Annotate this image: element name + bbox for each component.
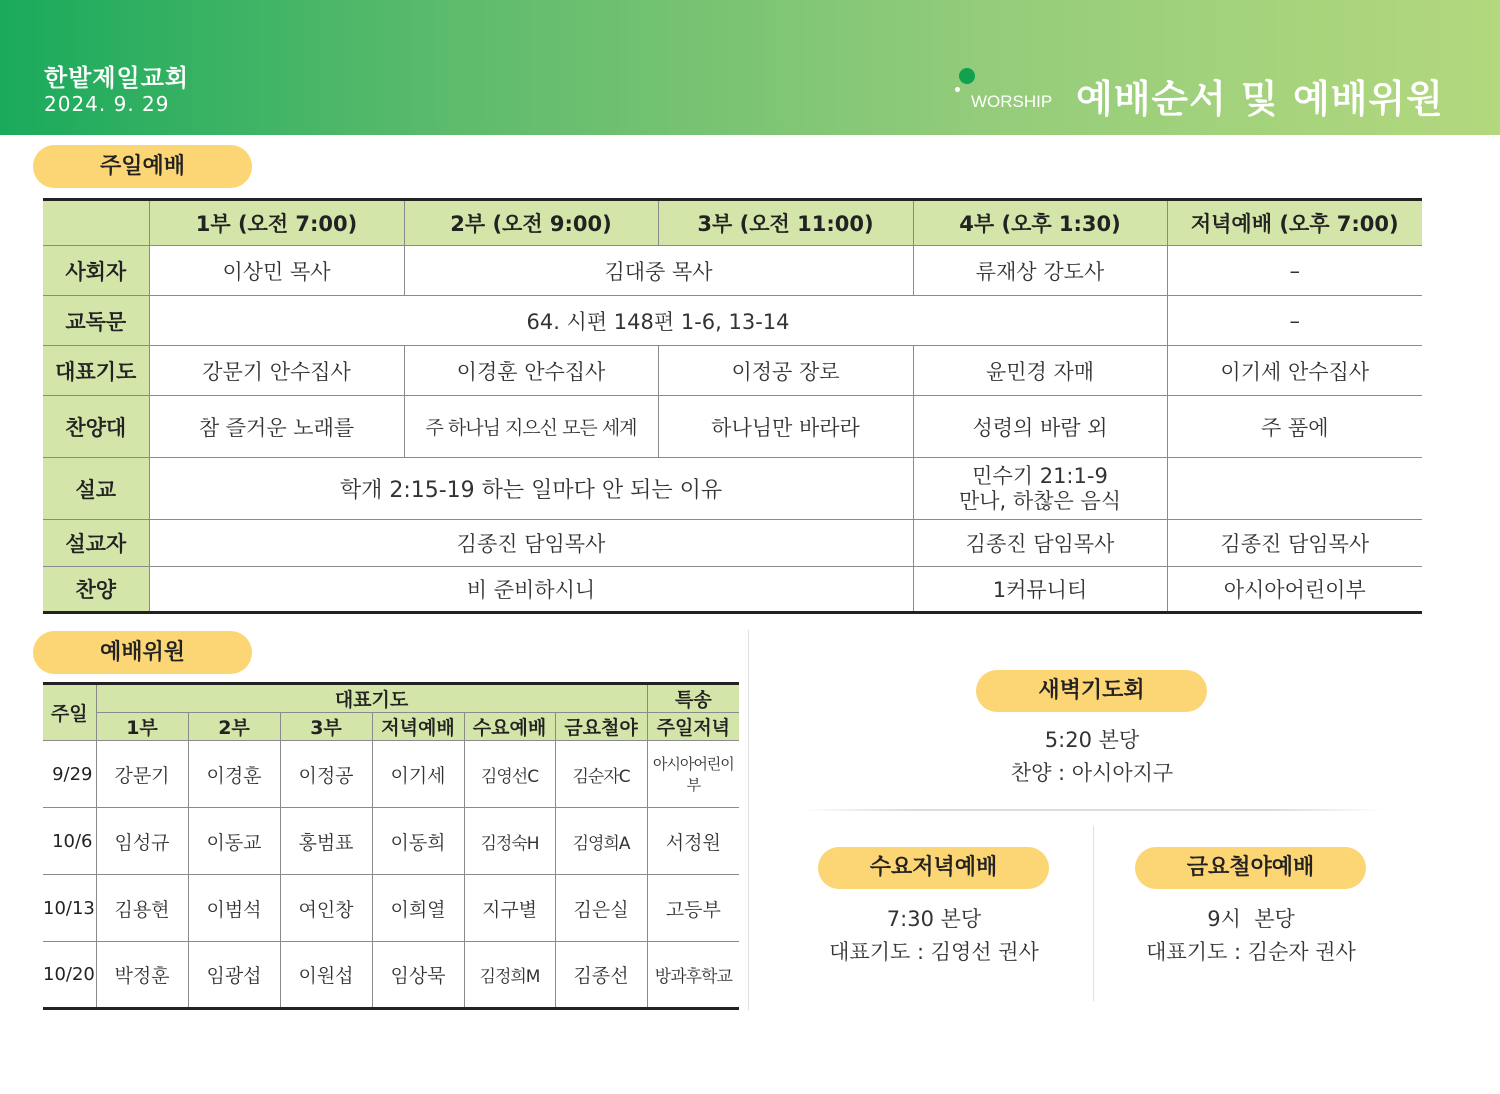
table-row bbox=[43, 942, 739, 1009]
table-cell: 이원섭 bbox=[280, 942, 372, 1009]
column-header: 3부 (오전 11:00) bbox=[658, 200, 913, 246]
divider bbox=[1093, 826, 1094, 1001]
dawn-prayer-title: 새벽기도회 bbox=[976, 670, 1207, 712]
table-cell: 홍범표 bbox=[280, 808, 372, 875]
table-cell: 김은실 bbox=[555, 875, 647, 942]
column-header: 2부 (오전 9:00) bbox=[404, 200, 658, 246]
page-title: 예배순서 및 예배위원 bbox=[1076, 77, 1444, 121]
table-cell: 주 하나님 지으신 모든 세계 bbox=[404, 396, 658, 458]
column-header: 수요예배 bbox=[464, 713, 555, 741]
row-date: 9/29 bbox=[43, 741, 96, 808]
table-row bbox=[43, 808, 739, 875]
table-cell: – bbox=[1167, 246, 1422, 296]
column-header: 금요철야 bbox=[555, 713, 647, 741]
prayer-header: 대표기도 bbox=[96, 684, 647, 713]
table-cell: 김영선C bbox=[464, 741, 555, 808]
column-header: 4부 (오후 1:30) bbox=[913, 200, 1167, 246]
table-cell: 학개 2:15-19 하는 일마다 안 되는 이유 bbox=[149, 458, 913, 520]
table-cell: 이기세 안수집사 bbox=[1167, 346, 1422, 396]
church-name: 한밭제일교회 bbox=[44, 64, 190, 92]
table-cell: 김용현 bbox=[96, 875, 188, 942]
dawn-time: 5:20 본당 bbox=[1044, 728, 1140, 752]
divider bbox=[748, 630, 749, 1010]
row-header: 설교 bbox=[43, 458, 149, 520]
wednesday-service-info bbox=[780, 903, 1088, 969]
dawn-prayer-info bbox=[900, 724, 1284, 790]
table-row bbox=[43, 875, 739, 942]
row-date: 10/13 bbox=[43, 875, 96, 942]
column-header: 1부 (오전 7:00) bbox=[149, 200, 404, 246]
dawn-praise: 찬양 : 아시아지구 bbox=[1010, 761, 1174, 785]
sermon-scripture: 민수기 21:1-9 bbox=[972, 463, 1108, 488]
table-row bbox=[43, 458, 1422, 520]
column-header: 3부 bbox=[280, 713, 372, 741]
table-row bbox=[43, 520, 1422, 567]
table-cell: 강문기 bbox=[96, 741, 188, 808]
table-row bbox=[43, 396, 1422, 458]
table-cell: 참 즐거운 노래를 bbox=[149, 396, 404, 458]
row-date: 10/20 bbox=[43, 942, 96, 1009]
table-cell: 박정훈 bbox=[96, 942, 188, 1009]
table-cell: 이동희 bbox=[372, 808, 464, 875]
table-cell: 김종선 bbox=[555, 942, 647, 1009]
table-row bbox=[43, 246, 1422, 296]
friday-time: 9시 본당 bbox=[1207, 907, 1295, 931]
table-cell: 서정원 bbox=[647, 808, 739, 875]
column-header: 주일저녁 bbox=[647, 713, 739, 741]
table-cell: 김영희A bbox=[555, 808, 647, 875]
friday-service-info bbox=[1097, 903, 1405, 969]
table-cell: 성령의 바람 외 bbox=[913, 396, 1167, 458]
special-header: 특송 bbox=[647, 684, 739, 713]
table-cell: 이범석 bbox=[188, 875, 280, 942]
table-cell: – bbox=[1167, 296, 1422, 346]
table-cell: 김정희M bbox=[464, 942, 555, 1009]
sunday-header: 주일 bbox=[43, 684, 96, 741]
friday-prayer: 대표기도 : 김순자 권사 bbox=[1146, 940, 1356, 964]
corner-cell bbox=[43, 200, 149, 246]
table-cell: 고등부 bbox=[647, 875, 739, 942]
table-cell: 임상묵 bbox=[372, 942, 464, 1009]
wednesday-time: 7:30 본당 bbox=[886, 907, 982, 931]
sermon-title: 만나, 하찮은 음식 bbox=[958, 488, 1122, 513]
table-cell: 아시아어린이부 bbox=[1167, 567, 1422, 613]
sunday-section-title: 주일예배 bbox=[33, 145, 252, 188]
table-cell: 임성규 bbox=[96, 808, 188, 875]
table-cell: 김대중 목사 bbox=[404, 246, 913, 296]
table-cell: 윤민경 자매 bbox=[913, 346, 1167, 396]
table-header-row bbox=[43, 200, 1422, 246]
table-cell: 아시아어린이부 bbox=[647, 741, 739, 808]
column-header: 2부 bbox=[188, 713, 280, 741]
committee-section-title: 예배위원 bbox=[33, 631, 252, 674]
table-cell: 주 품에 bbox=[1167, 396, 1422, 458]
table-cell: 김종진 담임목사 bbox=[149, 520, 913, 567]
table-cell: 이정공 장로 bbox=[658, 346, 913, 396]
divider bbox=[800, 809, 1385, 811]
column-header: 저녁예배 (오후 7:00) bbox=[1167, 200, 1422, 246]
friday-service-title: 금요철야예배 bbox=[1135, 847, 1366, 889]
table-cell: 하나님만 바라라 bbox=[658, 396, 913, 458]
table-cell: 64. 시편 148편 1-6, 13-14 bbox=[149, 296, 1167, 346]
table-cell: 김정숙H bbox=[464, 808, 555, 875]
table-row bbox=[43, 741, 739, 808]
table-cell: 강문기 안수집사 bbox=[149, 346, 404, 396]
table-cell: 류재상 강도사 bbox=[913, 246, 1167, 296]
table-cell bbox=[1167, 458, 1422, 520]
wednesday-prayer: 대표기도 : 김영선 권사 bbox=[829, 940, 1039, 964]
row-header: 교독문 bbox=[43, 296, 149, 346]
row-header: 찬양대 bbox=[43, 396, 149, 458]
table-cell: 1커뮤니티 bbox=[913, 567, 1167, 613]
header-banner bbox=[0, 0, 1500, 135]
small-dot-icon bbox=[955, 87, 960, 92]
column-header: 저녁예배 bbox=[372, 713, 464, 741]
row-header: 찬양 bbox=[43, 567, 149, 613]
dot-icon bbox=[959, 68, 975, 84]
table-row bbox=[43, 567, 1422, 613]
table-cell: 김순자C bbox=[555, 741, 647, 808]
committee-header-row bbox=[43, 684, 739, 713]
table-cell bbox=[913, 458, 1167, 520]
row-header: 사회자 bbox=[43, 246, 149, 296]
table-cell: 이정공 bbox=[280, 741, 372, 808]
table-cell: 이동교 bbox=[188, 808, 280, 875]
column-header: 1부 bbox=[96, 713, 188, 741]
committee-subheader-row bbox=[43, 713, 739, 741]
table-cell: 이희열 bbox=[372, 875, 464, 942]
table-cell: 이상민 목사 bbox=[149, 246, 404, 296]
wednesday-service-title: 수요저녁예배 bbox=[818, 847, 1049, 889]
table-cell: 이경훈 안수집사 bbox=[404, 346, 658, 396]
worship-label: WORSHIP bbox=[971, 92, 1053, 111]
table-row bbox=[43, 296, 1422, 346]
table-cell: 비 준비하시니 bbox=[149, 567, 913, 613]
table-cell: 이기세 bbox=[372, 741, 464, 808]
table-cell: 김종진 담임목사 bbox=[913, 520, 1167, 567]
table-cell: 이경훈 bbox=[188, 741, 280, 808]
table-cell: 여인창 bbox=[280, 875, 372, 942]
table-cell: 지구별 bbox=[464, 875, 555, 942]
row-header: 설교자 bbox=[43, 520, 149, 567]
committee-table bbox=[43, 682, 739, 1010]
row-header: 대표기도 bbox=[43, 346, 149, 396]
table-row bbox=[43, 346, 1422, 396]
table-cell: 방과후학교 bbox=[647, 942, 739, 1009]
sunday-worship-table bbox=[43, 198, 1422, 614]
table-cell: 김종진 담임목사 bbox=[1167, 520, 1422, 567]
table-cell: 임광섭 bbox=[188, 942, 280, 1009]
row-date: 10/6 bbox=[43, 808, 96, 875]
bulletin-date: 2024. 9. 29 bbox=[44, 92, 170, 116]
